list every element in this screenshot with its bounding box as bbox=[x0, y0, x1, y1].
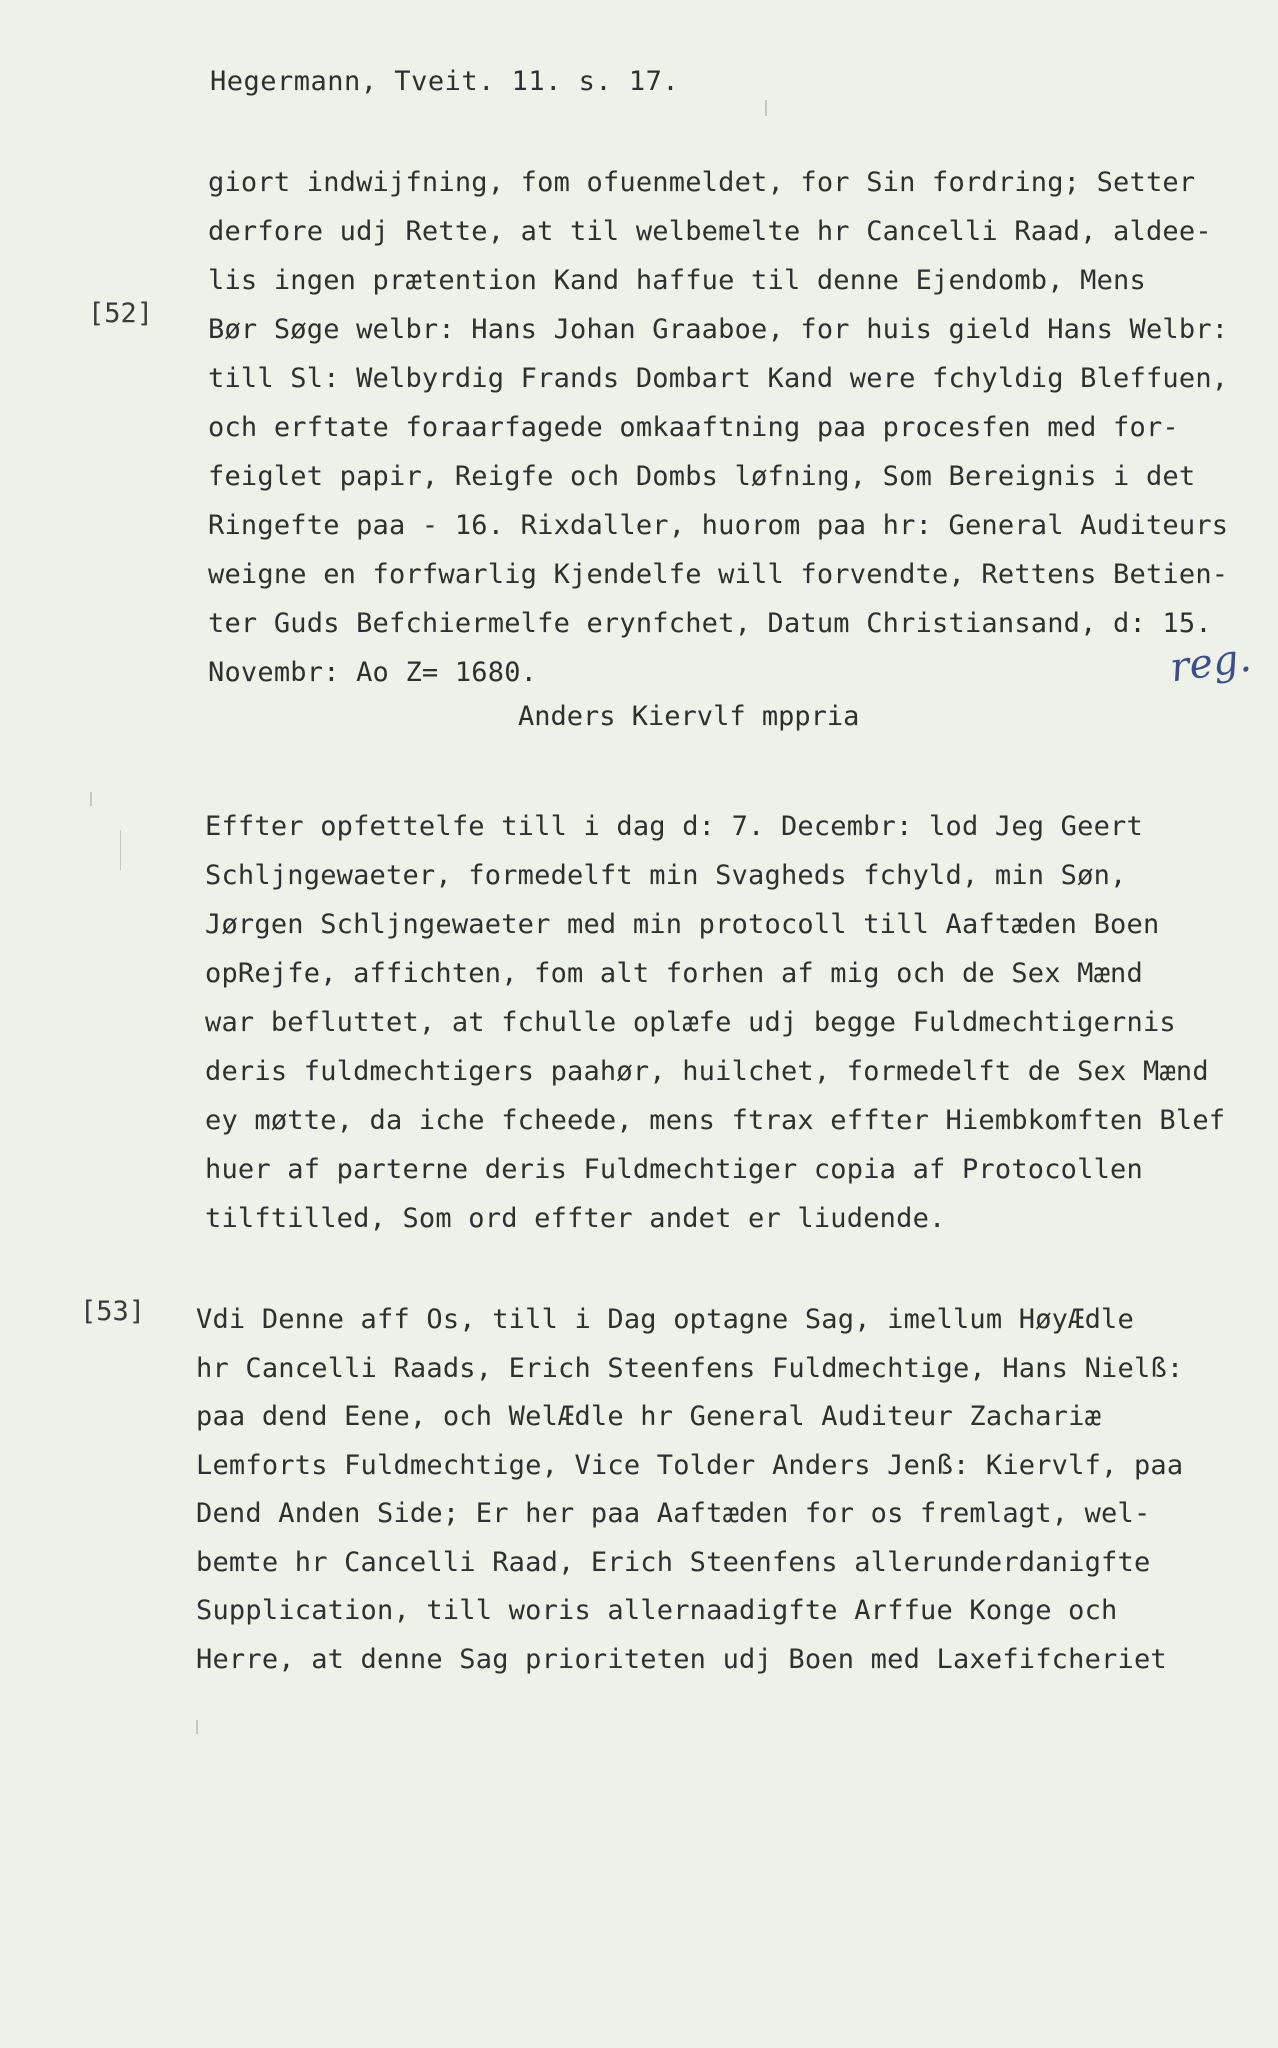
text-line: Bør Søge welbr: Hans Johan Graaboe, for huis gield Hans Welbr: bbox=[208, 314, 1229, 345]
text-line: ter Guds Befchiermelfe erynfchet, Datum Christiansand, d: 15. bbox=[208, 608, 1212, 639]
text-line: Vdi Denne aff Os, till i Dag optagne Sag, imellum HøyÆdle bbox=[196, 1304, 1134, 1335]
text-line: bemte hr Cancelli Raad, Erich Steenfens allerunderdanigfte bbox=[196, 1546, 1151, 1578]
signature: Anders Kiervlf mppria bbox=[518, 701, 860, 732]
text-line: hr Cancelli Raads, Erich Steenfens Fuldmechtige, Hans Nielß: bbox=[196, 1352, 1184, 1384]
margin-reference-53: [53] bbox=[80, 1296, 146, 1327]
page-header: Hegermann, Tveit. 11. s. 17. bbox=[210, 66, 680, 97]
text-line: lis ingen prætention Kand haffue til denne Ejendomb, Mens bbox=[208, 265, 1146, 296]
pencil-mark bbox=[90, 792, 92, 806]
text-line: Schljngewaeter, formedelft min Svagheds fchyld, min Søn, bbox=[205, 860, 1127, 891]
text-line: Herre, at denne Sag prioriteten udj Boen med Laxefifcheriet bbox=[196, 1643, 1167, 1675]
text-line: Novembr: Ao Z= 1680. bbox=[208, 657, 538, 688]
text-line: och erftate foraarfagede omkaaftning paa procesfen med for- bbox=[208, 412, 1179, 443]
text-line: huer af parterne deris Fuldmechtiger copia af Protocollen bbox=[205, 1154, 1143, 1185]
text-line: derfore udj Rette, at til welbemelte hr Cancelli Raad, aldee- bbox=[208, 216, 1212, 247]
text-line: ey møtte, da iche fcheede, mens ftrax effter Hiembkomften Blef bbox=[205, 1105, 1226, 1136]
text-line: deris fuldmechtigers paahør, huilchet, formedelft de Sex Mænd bbox=[205, 1056, 1209, 1087]
text-line: Supplication, till woris allernaadigfte Arffue Konge och bbox=[196, 1595, 1118, 1626]
text-line: Effter opfettelfe till i dag d: 7. Decembr: lod Jeg Geert bbox=[205, 811, 1143, 842]
text-line: Jørgen Schljngewaeter med min protocoll till Aaftæden Boen bbox=[205, 909, 1160, 940]
text-line: Dend Anden Side; Er her paa Aaftæden for os fremlagt, wel- bbox=[196, 1498, 1151, 1529]
text-line: paa dend Eene, och WelÆdle hr General Auditeur Zachariæ bbox=[196, 1401, 1102, 1432]
text-line: tilftilled, Som ord effter andet er liudende. bbox=[205, 1203, 946, 1234]
text-line: till Sl: Welbyrdig Frands Dombart Kand were fchyldig Bleffuen, bbox=[208, 363, 1229, 394]
text-line: war befluttet, at fchulle oplæfe udj begge Fuldmechtigernis bbox=[205, 1007, 1176, 1038]
pencil-mark bbox=[120, 830, 121, 870]
margin-reference-52: [52] bbox=[88, 298, 154, 329]
text-line: opRejfe, affichten, fom alt forhen af mig och de Sex Mænd bbox=[205, 958, 1143, 989]
text-line: Lemforts Fuldmechtige, Vice Tolder Anders Jenß: Kiervlf, paa bbox=[196, 1449, 1184, 1481]
text-line: weigne en forfwarlig Kjendelfe will forvendte, Rettens Betien- bbox=[208, 559, 1229, 590]
paragraph-2 bbox=[205, 802, 1225, 1243]
pencil-mark bbox=[765, 100, 767, 116]
pencil-mark bbox=[196, 1720, 198, 1734]
text-line: feiglet papir, Reigfe och Dombs løfning, Som Bereignis i det bbox=[208, 461, 1196, 492]
paragraph-3 bbox=[196, 1296, 1183, 1684]
handwritten-note: reg. bbox=[1167, 634, 1254, 692]
paragraph-1 bbox=[208, 158, 1228, 697]
text-line: Ringefte paa - 16. Rixdaller, huorom paa hr: General Auditeurs bbox=[208, 510, 1229, 541]
text-line: giort indwijfning, fom ofuenmeldet, for Sin fordring; Setter bbox=[208, 167, 1196, 198]
